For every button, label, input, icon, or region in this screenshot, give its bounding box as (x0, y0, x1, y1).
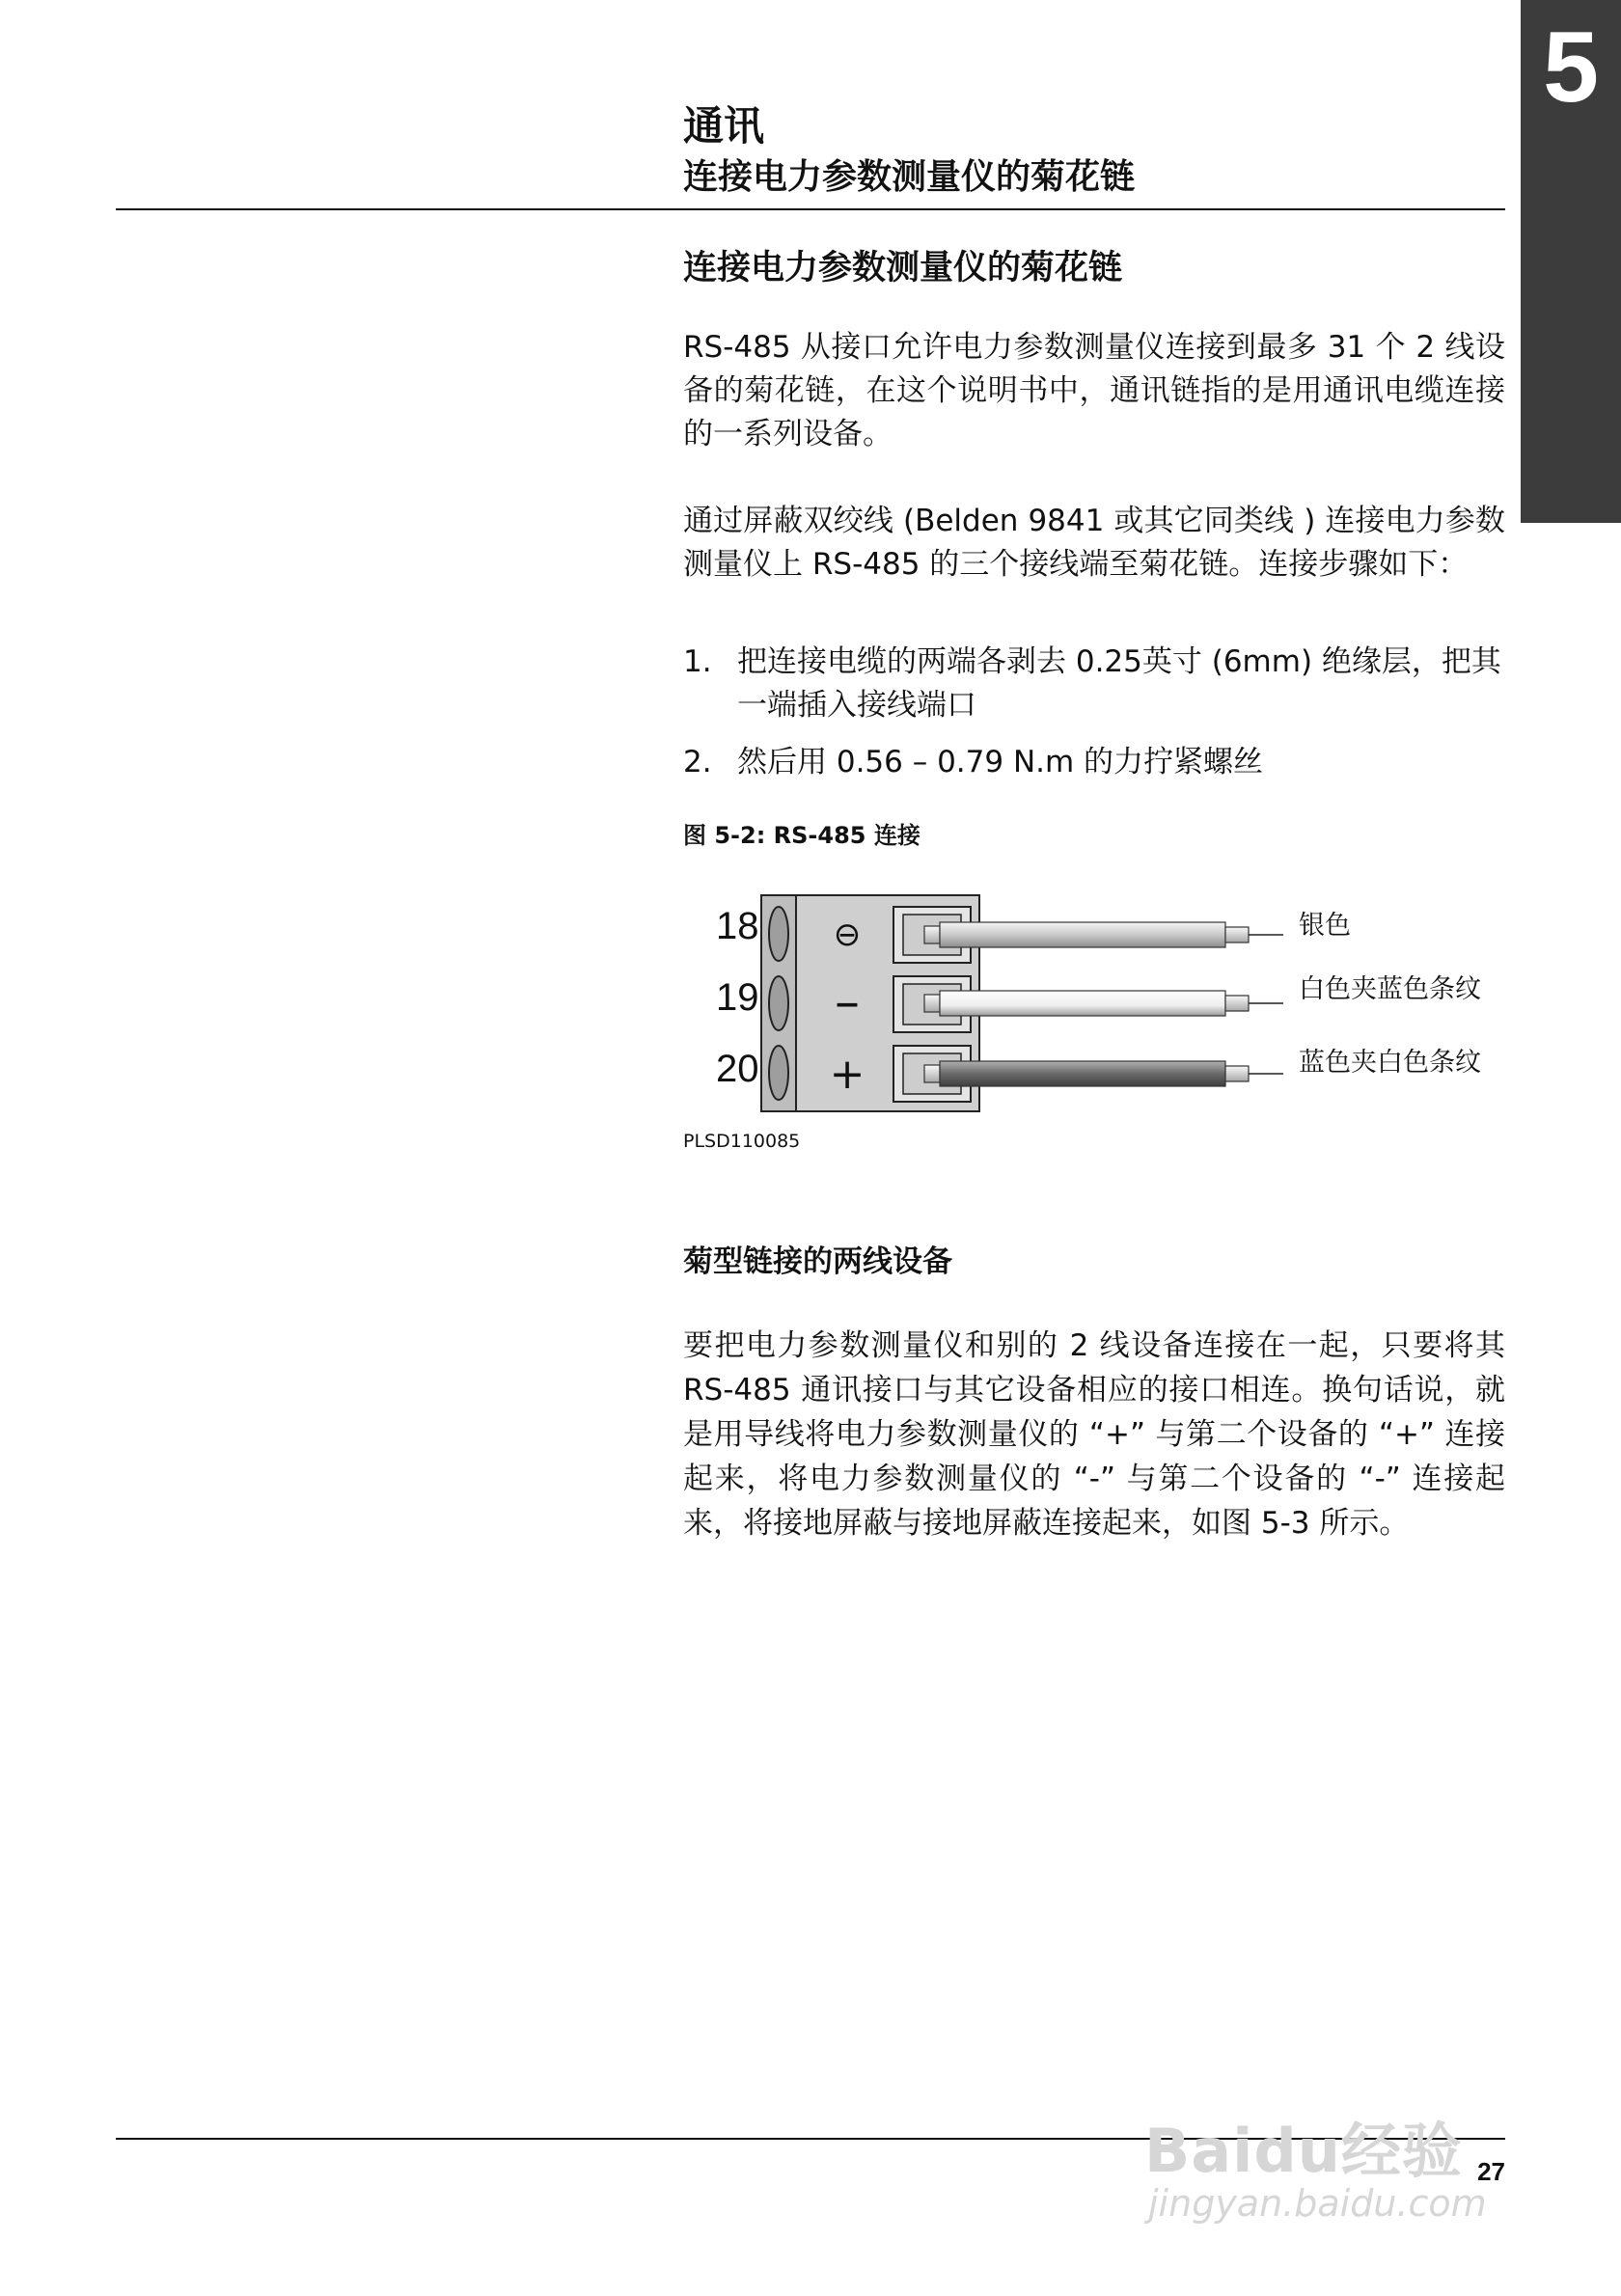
watermark-url: jingyan.baidu.com (1148, 2182, 1487, 2225)
subsection-paragraph: 要把电力参数测量仪和别的 2 线设备连接在一起，只要将其 RS-485 通讯接口与其它设备相应的接口相连。换句话说，就是用导线将电力参数测量仪的 “+” 与第二个设备的 “+” 连接起来，将电力参数测量仪的 “-” 与第二个设备的 “-” 连接起来，将接地屏蔽与接地屏蔽连接起来，如图 5-3 所示。 (683, 1328, 1505, 1541)
subsection-heading: 菊型链接的两线设备 (683, 1244, 952, 1279)
section-heading: 连接电力参数测量仪的菊花链 (683, 248, 1123, 287)
chapter-tab (1521, 0, 1621, 523)
wire-label: 白色夹蓝色条纹 (1299, 974, 1481, 1004)
header-title: 通讯 (683, 102, 765, 150)
wire-label: 银色 (1299, 911, 1351, 941)
section-paragraph-2: 通过屏蔽双绞线 (Belden 9841 或其它同类线 ) 连接电力参数测量仪上 RS-485 的三个接线端至菊花链。连接步骤如下： (683, 504, 1505, 582)
wire-label: 蓝色夹白色条纹 (1299, 1048, 1481, 1078)
wire-blue-white-stripe (924, 1061, 1283, 1086)
plus-symbol: + (829, 1050, 865, 1099)
wire-silver (924, 922, 1283, 947)
header-rule (116, 208, 1505, 210)
terminal-number: 18 (716, 905, 759, 947)
minus-symbol: – (835, 973, 860, 1031)
figure-caption: 图 5-2: RS-485 连接 (683, 822, 920, 849)
page-number: 27 (1477, 2157, 1505, 2186)
step-text: 把连接电缆的两端各剥去 0.25英寸 (6mm) 绝缘层，把其一端插入接线端口 (737, 644, 1501, 723)
wire-white-blue-stripe (924, 991, 1283, 1016)
header-subtitle: 连接电力参数测量仪的菊花链 (683, 156, 1136, 197)
step-number: 2. (683, 745, 712, 779)
terminal-number: 19 (716, 976, 759, 1019)
ground-symbol: ⊖ (833, 916, 862, 954)
watermark-logo-text: Baidu经验 (1144, 2116, 1463, 2186)
terminal-number: 20 (716, 1048, 759, 1090)
figure-code: PLSD110085 (683, 1131, 801, 1152)
section-paragraph-1: RS-485 从接口允许电力参数测量仪连接到最多 31 个 2 线设备的菊花链，在这个说明书中，通讯链指的是用通讯电缆连接的一系列设备。 (683, 330, 1505, 451)
rs485-connector-diagram (675, 859, 1505, 1129)
chapter-number: 5 (1543, 12, 1599, 123)
step-text: 然后用 0.56 – 0.79 N.m 的力拧紧螺丝 (737, 745, 1264, 779)
step-number: 1. (683, 644, 712, 679)
